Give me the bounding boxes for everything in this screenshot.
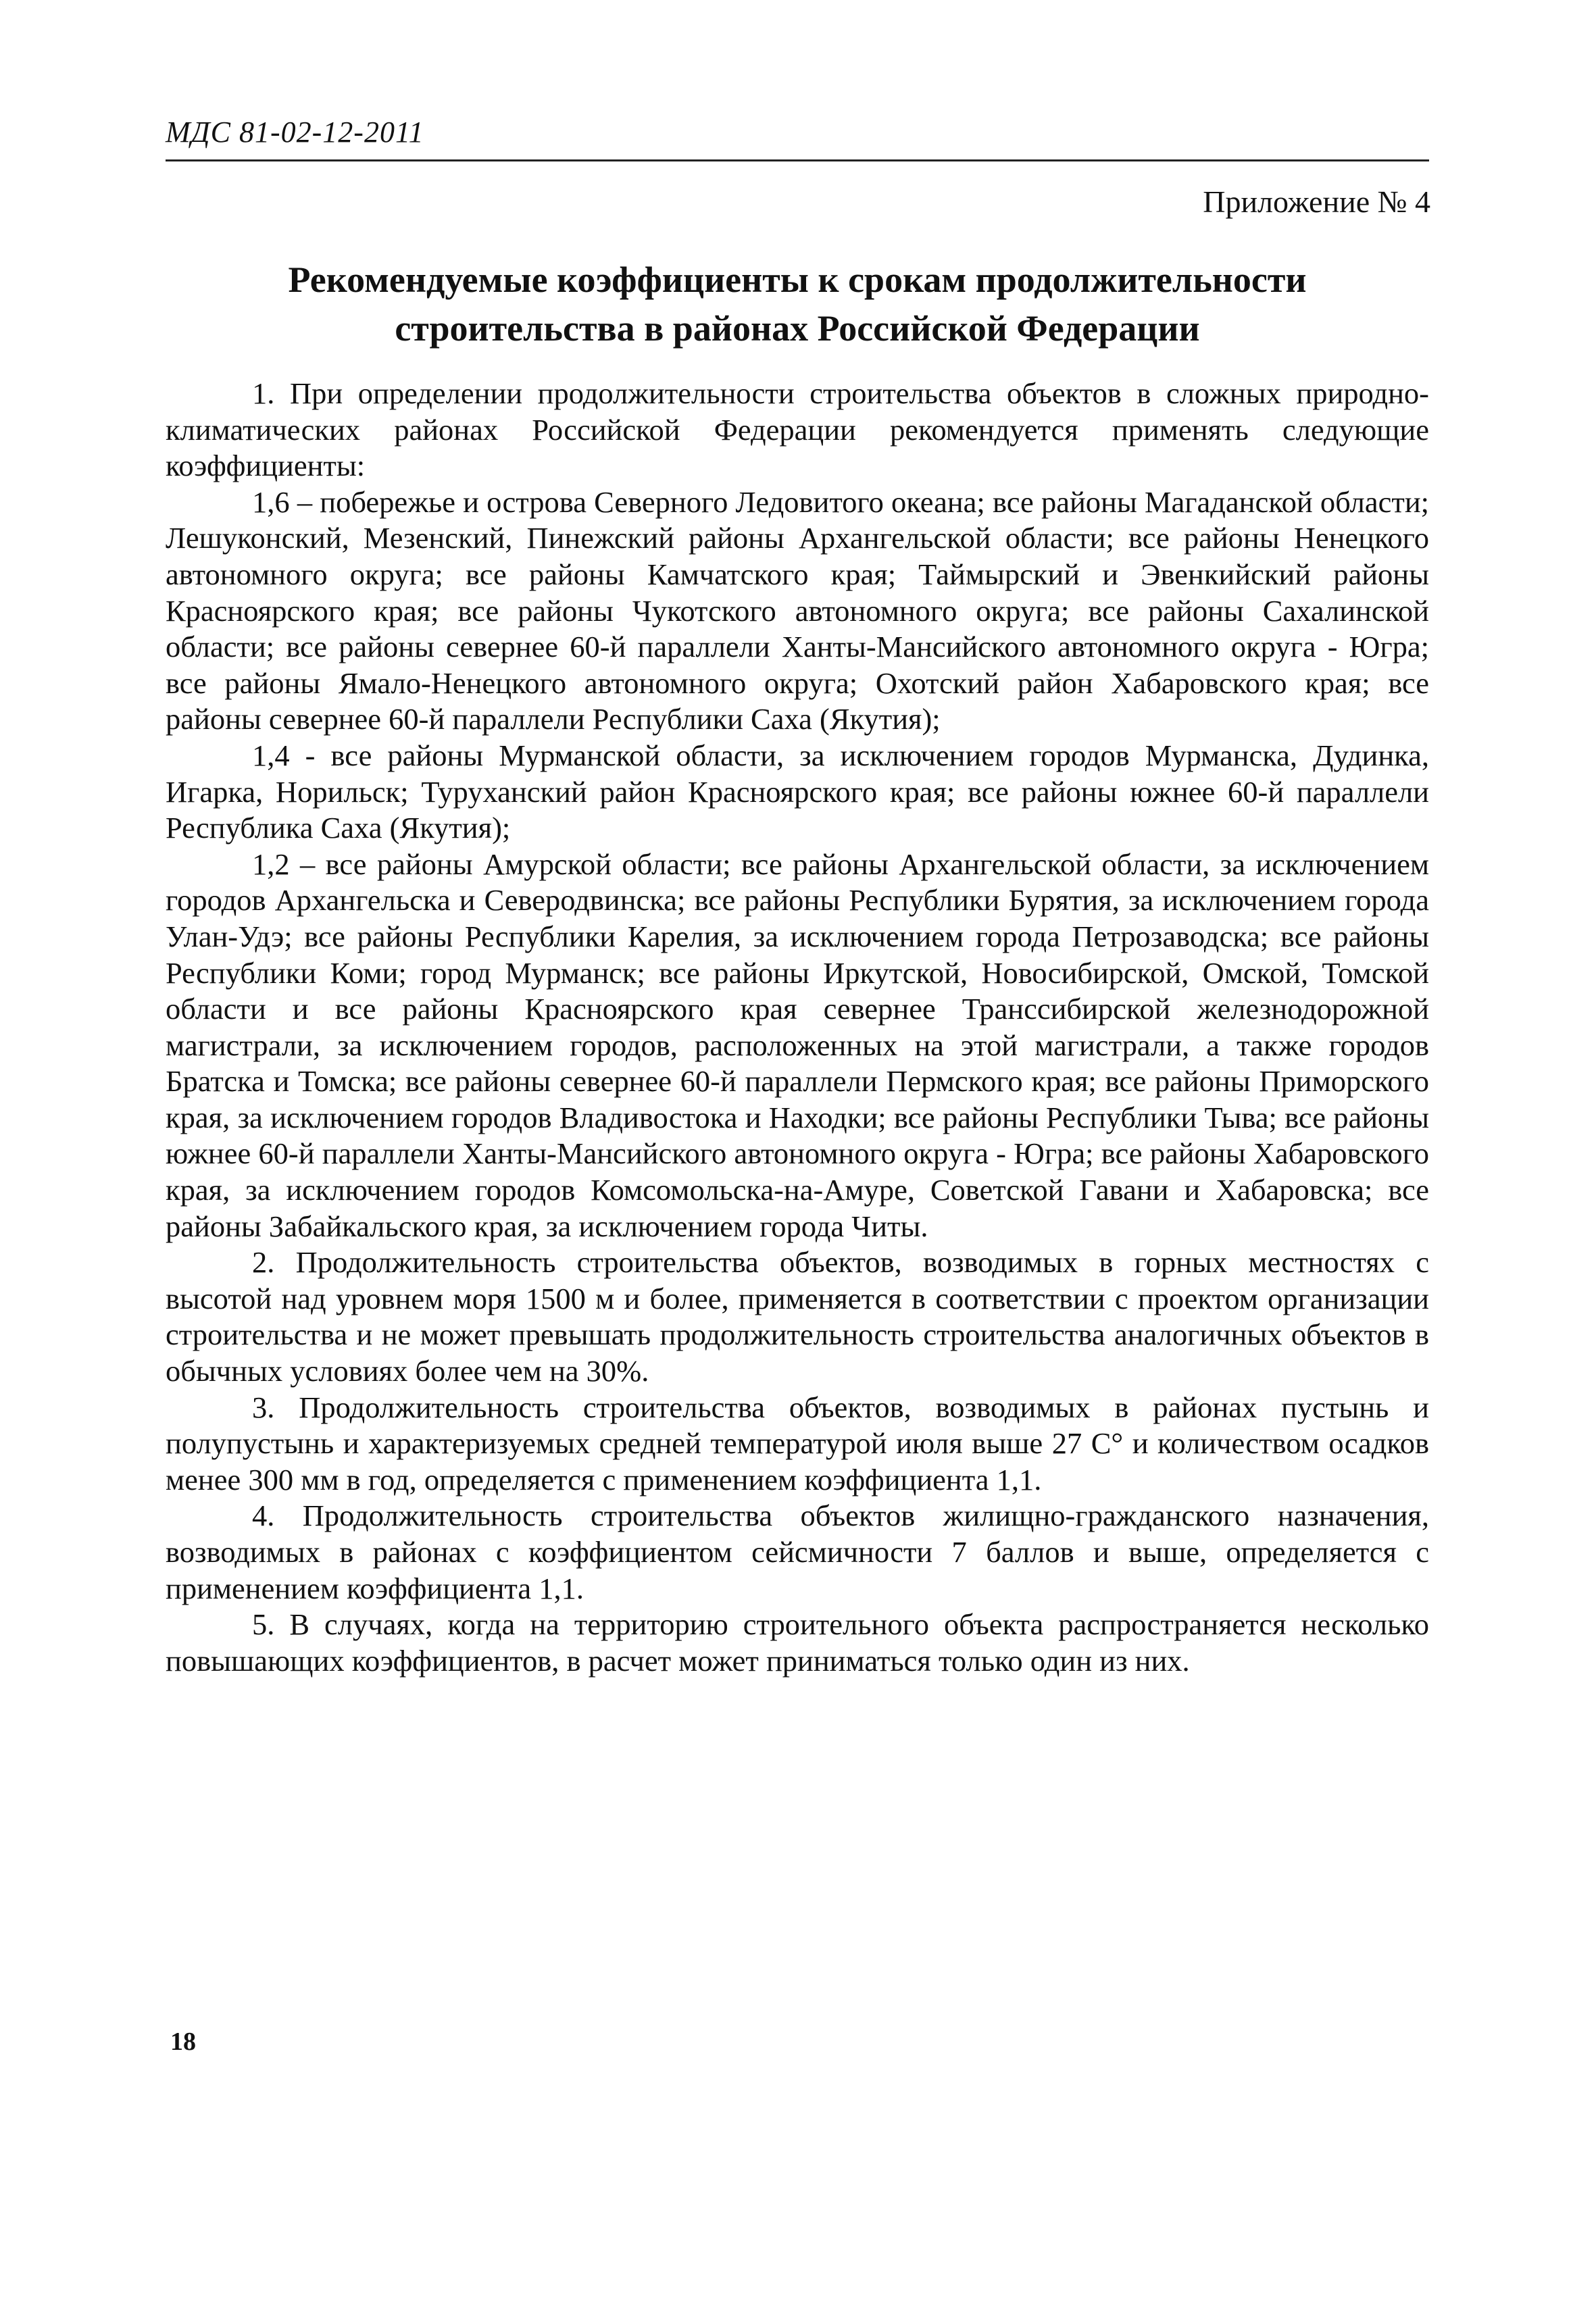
paragraph-5: 5. В случаях, когда на территорию строительного объекта распространяется несколько повышающих коэффициентов, в расчет может приниматься только один из них. xyxy=(166,1607,1429,1678)
paragraph-1: 1. При определении продолжительности строительства объектов в сложных природно-климатических районах Российской Федерации рекомендуется применять следующие коэффициенты: xyxy=(166,376,1429,483)
page-title xyxy=(166,255,1429,353)
paragraph-2: 2. Продолжительность строительства объектов, возводимых в горных местностях с высотой над уровнем моря 1500 м и более, применяется в соответствии с проектом организации строительства и не может превышать продолжительность строительства аналогичных объектов в обычных условиях более чем на 30%. xyxy=(166,1245,1429,1388)
paragraph-coef-1-2: 1,2 – все районы Амурской области; все районы Архангельской области, за исключением городов Архангельска и Северодвинска; все районы Республики Бурятия, за исключением города Улан-Удэ; все районы Республики Карелия, за исключением города Петрозаводска; все районы Республики Коми; город Мурманск; все районы Иркутской, Новосибирской, Омской, Томской области и все районы Красноярского края севернее Транссибирской железнодорожной магистрали, за исключением городов, расположенных на этой магистрали, а также городов Братска и Томска; все районы севернее 60-й параллели Пермского края; все районы Приморского края, за исключением городов Владивостока и Находки; все районы Республики Тыва; все районы южнее 60-й параллели Ханты-Мансийского автономного округа - Югра; все районы Хабаровского края, за исключением городов Комсомольска-на-Амуре, Советской Гавани и Хабаровска; все районы Забайкальского края, за исключением города Читы. xyxy=(166,847,1429,1243)
document-code: МДС 81-02-12-2011 xyxy=(166,116,424,149)
paragraph-coef-1-4: 1,4 - все районы Мурманской области, за исключением городов Мурманска, Дудинка, Игарка, Норильск; Туруханский район Красноярского края; все районы южнее 60-й параллели Республика Саха (Якутия); xyxy=(166,738,1429,845)
appendix-label: Приложение № 4 xyxy=(1203,184,1430,219)
title-line-2: строительства в районах Российской Федерации xyxy=(395,308,1200,349)
page-number: 18 xyxy=(170,2028,196,2056)
paragraph-3: 3. Продолжительность строительства объектов, возводимых в районах пустынь и полупустынь и характеризуемых средней температурой июля выше 27 С° и количеством осадков менее 300 мм в год, определяется с применением коэффициента 1,1. xyxy=(166,1390,1429,1496)
paragraph-coef-1-6: 1,6 – побережье и острова Северного Ледовитого океана; все районы Магаданской области; Лешуконский, Мезенский, Пинежский районы Архангельской области; все районы Ненецкого автономного округа; все районы Камчатского края; Таймырский и Эвенкийский районы Красноярского края; все районы Чукотского автономного округа; все районы Сахалинской области; все районы севернее 60-й параллели Ханты-Мансийского автономного округа - Югра; все районы Ямало-Ненецкого автономного округа; Охотский район Хабаровского края; все районы севернее 60-й параллели Республики Саха (Якутия); xyxy=(166,484,1429,736)
header-divider xyxy=(166,159,1429,161)
title-line-1: Рекомендуемые коэффициенты к срокам продолжительности xyxy=(288,259,1307,300)
paragraph-4: 4. Продолжительность строительства объектов жилищно-гражданского назначения, возводимых в районах с коэффициентом сейсмичности 7 баллов и выше, определяется с применением коэффициента 1,1. xyxy=(166,1499,1429,1605)
body-text xyxy=(166,376,1429,1679)
